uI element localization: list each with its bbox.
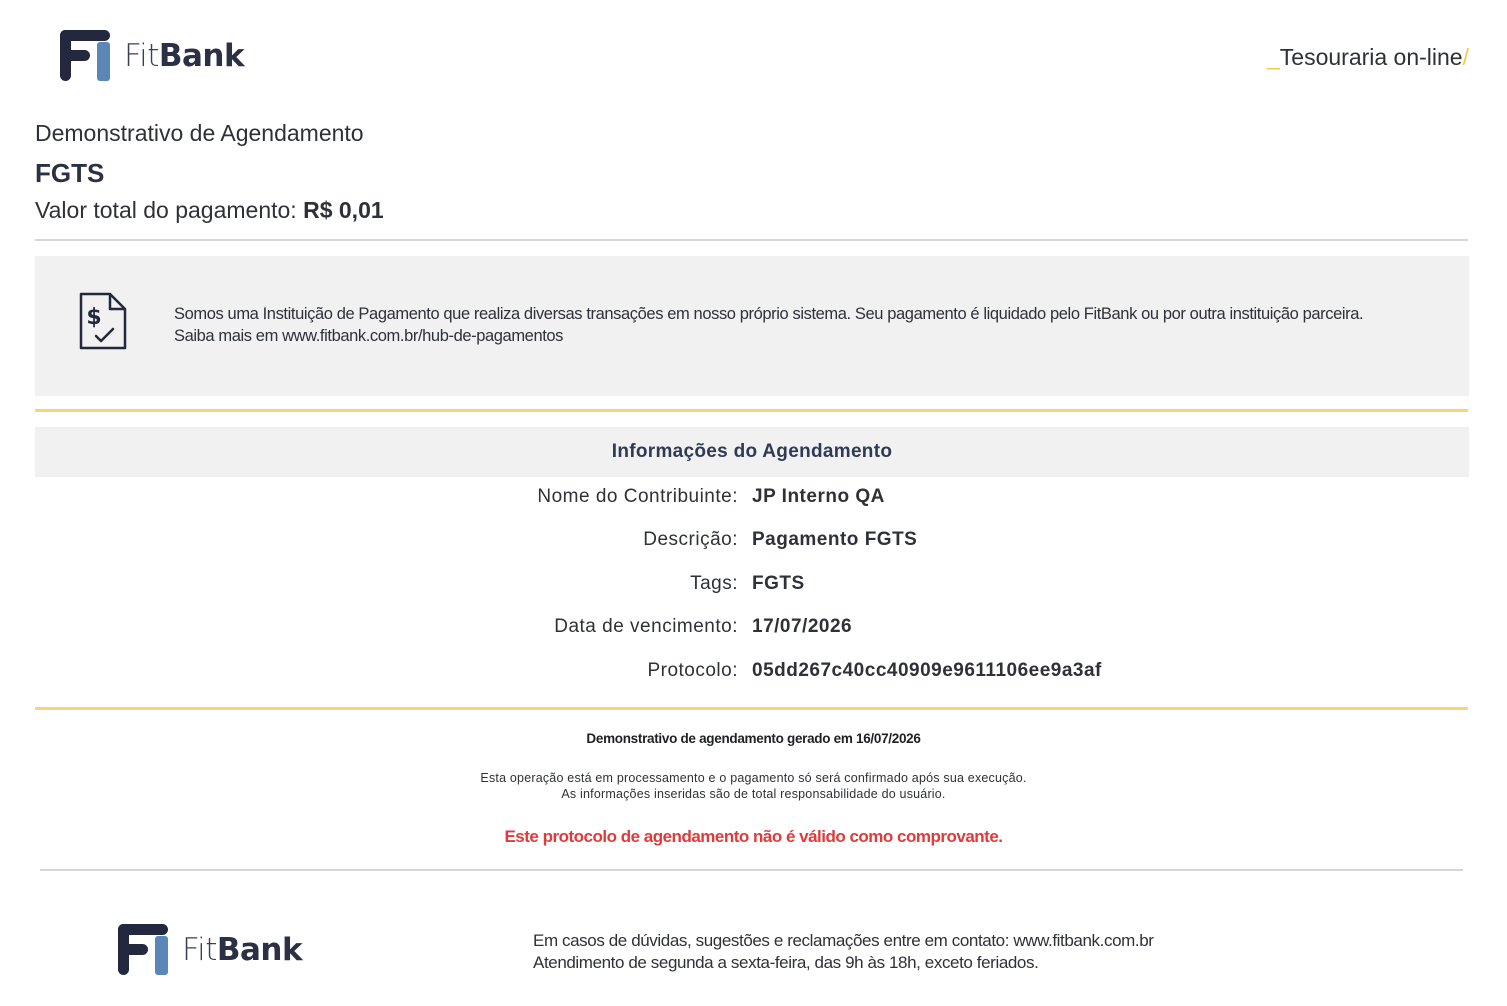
fitbank-logo [60, 30, 244, 81]
payment-total: Valor total do pagamento: R$ 0,01 [35, 197, 384, 223]
detail-row-contribuinte [0, 486, 1507, 516]
svg-text:$: $ [86, 305, 102, 330]
payment-institution-notice [35, 256, 1469, 396]
responsibility-note: As informações inseridas são de total responsabilidade do usuário. [561, 787, 946, 801]
generated-date-note: Demonstrativo de agendamento gerado em 16/07/2026 [586, 731, 921, 746]
support-hours-line: Atendimento de segunda a sexta-feira, das 9h às 18h, exceto feriados. [533, 953, 1039, 972]
notice-text [174, 303, 1363, 347]
fitbank-wordmark: FitBank [124, 37, 245, 74]
dollar-document-check-icon [79, 292, 127, 350]
detail-row-descricao [0, 529, 1507, 559]
detail-label: Tags: [690, 573, 738, 594]
contact-line: Em casos de dúvidas, sugestões e reclamações entre em contato: www.fitbank.com.br [533, 931, 1154, 950]
detail-value: FGTS [752, 573, 805, 594]
notice-line-2: Saiba mais em www.fitbank.com.br/hub-de-pagamentos [174, 327, 564, 345]
detail-row-vencimento [0, 616, 1507, 646]
divider [35, 239, 1468, 241]
detail-label: Nome do Contribuinte: [537, 486, 738, 507]
scheduling-info-heading: Informações do Agendamento [35, 427, 1469, 477]
divider [40, 869, 1463, 871]
invalid-receipt-warning: Este protocolo de agendamento não é válido como comprovante. [504, 827, 1003, 846]
detail-value: JP Interno QA [752, 486, 885, 507]
yellow-divider [35, 409, 1468, 412]
detail-row-tags [0, 573, 1507, 603]
yellow-divider [35, 707, 1468, 710]
fitbank-mark-icon [60, 30, 110, 81]
document-subtitle: FGTS [35, 158, 105, 188]
detail-label: Descrição: [643, 529, 738, 550]
detail-label: Protocolo: [647, 660, 738, 681]
fitbank-mark-icon [118, 924, 168, 975]
document-title: Demonstrativo de Agendamento [35, 120, 364, 146]
detail-row-protocolo [0, 660, 1507, 690]
processing-note: Esta operação está em processamento e o pagamento só será confirmado após sua execução. [480, 771, 1027, 785]
detail-label: Data de vencimento: [554, 616, 738, 637]
payment-total-value: R$ 0,01 [303, 197, 384, 223]
fitbank-wordmark: FitBank [182, 931, 303, 968]
tesouraria-tagline: _Tesouraria on-line/ [1266, 44, 1469, 70]
fitbank-footer-logo [118, 924, 302, 975]
detail-value: 05dd267c40cc40909e9611106ee9a3af [752, 660, 1102, 681]
notice-line-1: Somos uma Instituição de Pagamento que realiza diversas transações em nosso próprio sistema. Seu pagamento é liquidado pelo FitBank ou por outra instituição parceira. [174, 305, 1364, 323]
detail-value: 17/07/2026 [752, 616, 853, 637]
contact-info [533, 930, 1154, 974]
detail-value: Pagamento FGTS [752, 529, 918, 550]
